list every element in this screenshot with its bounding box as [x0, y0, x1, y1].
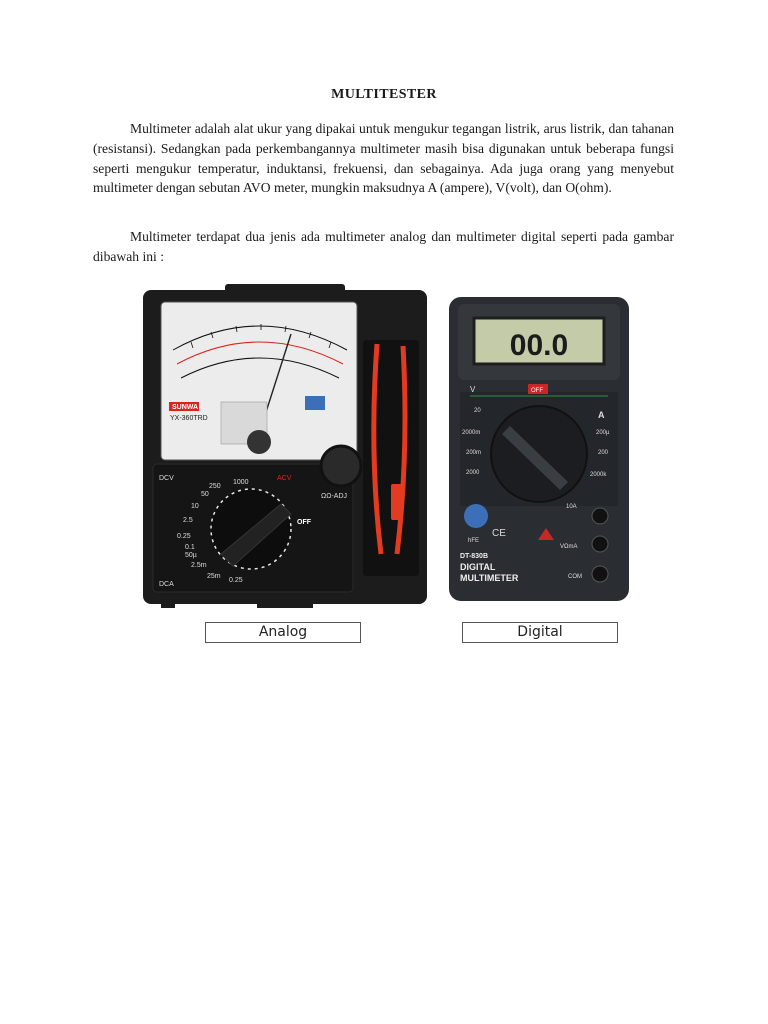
- digital-model: DT-830B: [460, 553, 489, 560]
- analog-dial-label-0-25: 0.25: [177, 533, 191, 540]
- analog-dial-label-25m: 25m: [207, 573, 221, 580]
- digital-lcd-reading: 00.0: [509, 329, 569, 362]
- digital-dial-label-2000: 2000: [466, 470, 480, 476]
- digital-dial-label-200u: 200µ: [596, 430, 610, 436]
- analog-dial-label-50: 50: [201, 491, 209, 498]
- digital-dial-label-200: 200: [598, 450, 609, 456]
- analog-dial-label-0-1: 0.1: [185, 544, 195, 551]
- digital-dial-label-2000k: 2000k: [590, 472, 607, 478]
- digital-jack-10a: 10A: [566, 504, 577, 510]
- analog-dial-label-1000: 1000: [233, 479, 249, 486]
- analog-dial-label-off: OFF: [297, 519, 311, 526]
- paragraph-intro: Multimeter adalah alat ukur yang dipakai untuk mengukur tegangan listrik, arus listrik, dan tahanan (resistansi). Sedangkan pada perkembangannya multimeter masih bisa digunakan untuk beberapa fungsi seperti mengukur temperatur, induktansi, frekuensi, dan sebagainya. Ada juga orang yang menyebut multimeter dengan sebutan AVO meter, mungkin maksudnya A (ampere), V(volt), dan O(ohm).: [93, 121, 674, 196]
- digital-dial-label-2000m: 2000m: [462, 430, 481, 436]
- digital-dial-label-off: OFF: [531, 388, 543, 394]
- digital-multimeter-image: [448, 296, 630, 602]
- analog-dial-label-dcv: DCV: [159, 475, 174, 482]
- digital-ce-mark: CE: [492, 528, 506, 539]
- analog-dial-label-2-5: 2.5: [183, 517, 193, 524]
- analog-multimeter-image: [141, 284, 429, 614]
- analog-brand: SUNWA: [172, 404, 199, 411]
- analog-dial-label-10: 10: [191, 503, 199, 510]
- digital-jack-vohma: VΩmA: [560, 544, 578, 550]
- analog-dial-label-2-5m: 2.5m: [191, 562, 207, 569]
- page-title: MULTITESTER: [331, 87, 437, 102]
- digital-dial-label-200m: 200m: [466, 450, 482, 456]
- digital-brand-line-1: DIGITAL: [460, 562, 496, 572]
- paragraph-types: Multimeter terdapat dua jenis ada multimeter analog dan multimeter digital seperti pada gambar dibawah ini :: [93, 229, 674, 264]
- digital-brand-line-2: MULTIMETER: [460, 573, 519, 583]
- analog-dial-label-50u: 50µ: [185, 552, 197, 559]
- digital-dial-label-v: V: [470, 385, 476, 394]
- analog-dial-label-dca: DCA: [159, 581, 174, 588]
- analog-dial-label-250: 250: [209, 483, 221, 490]
- digital-jack-com: COM: [568, 574, 582, 580]
- analog-dial-label-0-25b: 0.25: [229, 577, 243, 584]
- digital-caption: Digital: [462, 622, 618, 643]
- digital-hfe-label: hFE: [468, 538, 480, 544]
- digital-dial-label-a: A: [598, 410, 605, 420]
- analog-caption: Analog: [205, 622, 361, 643]
- analog-dial-label-ohm-adj: ΩΩ-ADJ: [321, 493, 348, 500]
- analog-dial-label-acv: ACV: [277, 475, 292, 482]
- digital-dial-label-20: 20: [474, 408, 481, 414]
- analog-model: YX-360TRD: [170, 415, 208, 422]
